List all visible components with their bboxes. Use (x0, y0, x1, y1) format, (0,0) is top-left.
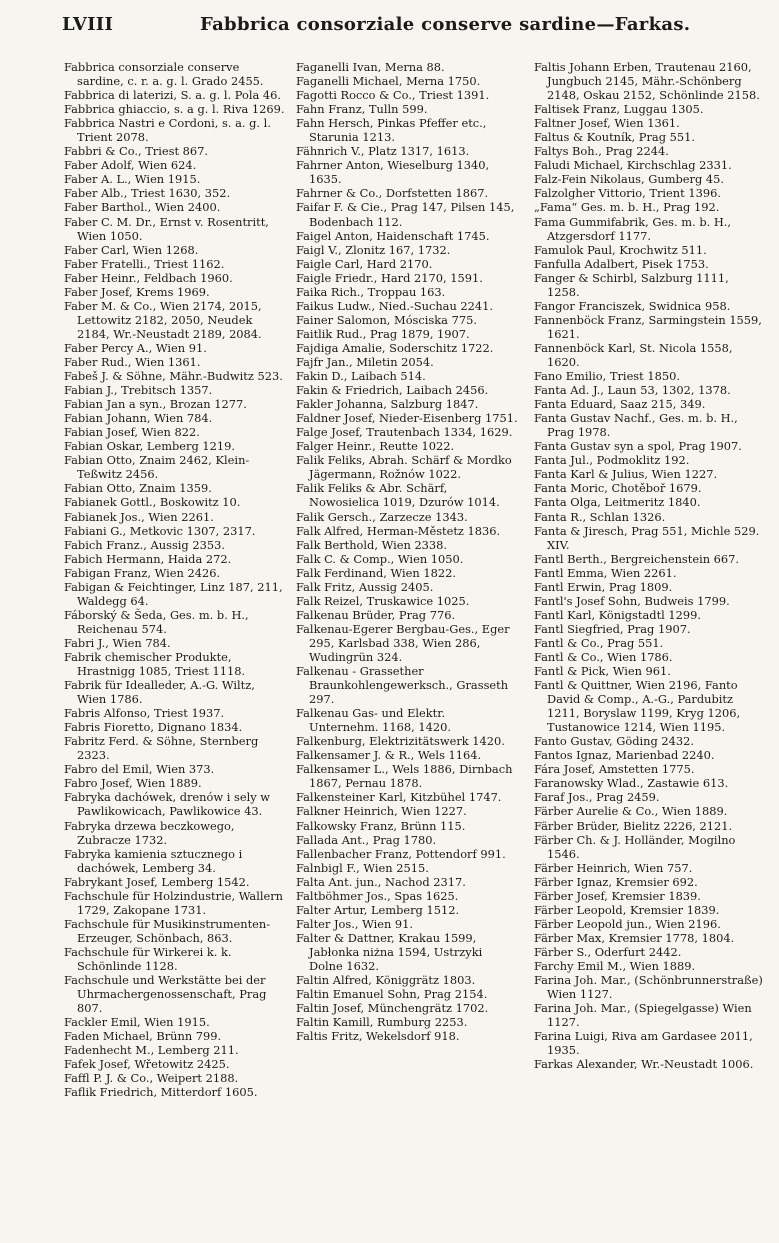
directory-entry: Fabri J., Wien 784. (64, 635, 171, 650)
directory-entry: Fanta & Jiresch, Prag 551, Michle 529. XIV. (534, 523, 760, 552)
directory-entry: Fantl & Quittner, Wien 2196, Fanto David & Comp., A.-G., Pardubitz 1211, Boryslaw 1199, Kryg 1206, Tustanowice 1214, Wien 1195. (534, 678, 741, 735)
directory-entry: Faber Carl, Wien 1268. (64, 242, 199, 257)
directory-entry: Fantl Erwin, Prag 1809. (534, 579, 673, 594)
directory-column-1 (64, 60, 286, 1099)
directory-entry: Faltis Fritz, Wekelsdorf 918. (296, 1029, 460, 1044)
directory-entry: Faltys Boh., Prag 2244. (534, 144, 669, 159)
directory-entry: Faber Percy A., Wien 91. (64, 340, 207, 355)
directory-entry: Falkensteiner Karl, Kitzbühel 1747. (296, 790, 502, 805)
directory-entry: Fainer Salomon, Mósciska 775. (296, 312, 477, 327)
directory-entry: Falik Feliks & Abr. Schärf, Nowosielica 1019, Dzurów 1014. (296, 481, 500, 510)
directory-entry: Falk Berthold, Wien 2338. (296, 537, 448, 552)
directory-entry: Faigl V., Zlonitz 167, 1732. (296, 242, 451, 257)
directory-entry: Faigle Carl, Hard 2170. (296, 256, 433, 271)
directory-entry: Fanta Jul., Podmoklitz 192. (534, 453, 690, 468)
directory-entry: Fantl Berth., Bergreichenstein 667. (534, 551, 740, 566)
directory-entry: Fachschule und Werkstätte bei der Uhrmachergenossenschaft, Prag 807. (64, 973, 267, 1016)
directory-entry: Fanfulla Adalbert, Pisek 1753. (534, 256, 709, 271)
directory-entry: Färber Ch. & J. Holländer, Mogilno 1546. (534, 832, 736, 861)
directory-entry: Faber M. & Co., Wien 2174, 2015, Lettowitz 2182, 2050, Neudek 2184, Wr.-Neustadt 2189, 2084. (64, 298, 262, 341)
directory-entry: Fabro Josef, Wien 1889. (64, 776, 202, 791)
directory-entry: Färber Brüder, Bielitz 2226, 2121. (534, 818, 733, 833)
directory-entry: Faden Michael, Brünn 799. (64, 1029, 222, 1044)
directory-entry: Falter Artur, Lemberg 1512. (296, 902, 460, 917)
directory-entry: Faranowsky Wlad., Zastawie 613. (534, 776, 729, 791)
directory-entry: Faldner Josef, Nieder-Eisenberg 1751. (296, 411, 518, 426)
directory-entry: Fantl Siegfried, Prag 1907. (534, 621, 691, 636)
directory-entry: Fanta Moric, Chotěboř 1679. (534, 481, 702, 496)
directory-entry: Faifar F. & Cie., Prag 147, Pilsen 145, Bodenbach 112. (296, 200, 515, 229)
directory-entry: Fabianek Jos., Wien 2261. (64, 509, 214, 524)
directory-entry: Fabryka drzewa beczkowego, Zubracze 1732. (64, 818, 235, 847)
directory-entry: Fajfr Jan., Miletin 2054. (296, 354, 434, 369)
directory-entry: Fantl's Josef Sohn, Budweis 1799. (534, 593, 730, 608)
directory-entry: Falter & Dattner, Krakau 1599, Jabłonka niżna 1594, Ustrzyki Dolne 1632. (296, 930, 483, 973)
directory-entry: Fabich Franz., Aussig 2353. (64, 537, 225, 552)
directory-entry: Faber Rud., Wien 1361. (64, 354, 201, 369)
directory-entry: Fabrik für Idealleder, A.-G. Wiltz, Wien 1786. (64, 678, 255, 707)
directory-entry: Fannenböck Franz, Sarmingstein 1559, 1621. (534, 312, 762, 341)
directory-entry: Fabris Fioretto, Dignano 1834. (64, 720, 243, 735)
directory-entry: Fagotti Rocco & Co., Triest 1391. (296, 88, 490, 103)
directory-entry: Faber Josef, Krems 1969. (64, 284, 210, 299)
directory-entry: Fano Emilio, Triest 1850. (534, 369, 680, 384)
directory-entry: Fanta Gustav Nachf., Ges. m. b. H., Prag 1978. (534, 411, 738, 440)
directory-entry: Fantl Emma, Wien 2261. (534, 565, 677, 580)
directory-entry: Falik Gersch., Zarzecze 1343. (296, 509, 468, 524)
directory-entry: Fáborský & Šeda, Ges. m. b. H., Reichenau 574. (64, 607, 249, 636)
directory-entry: Fahrner Anton, Wieselburg 1340, 1635. (296, 158, 490, 187)
directory-entry: Fanta Olga, Leitmeritz 1840. (534, 495, 701, 510)
directory-entry: Faltin Alfred, Königgrätz 1803. (296, 973, 476, 988)
directory-entry: Färber Leopold jun., Wien 2196. (534, 916, 721, 931)
directory-entry: Färber S., Oderfurt 2442. (534, 944, 682, 959)
directory-entry: „Fama“ Ges. m. b. H., Prag 192. (534, 200, 720, 215)
page-number: LVIII (62, 14, 114, 35)
directory-entry: Farina Luigi, Riva am Gardasee 2011, 1935. (534, 1029, 753, 1058)
directory-entry: Falk Fritz, Aussig 2405. (296, 579, 434, 594)
directory-entry: Fanta Eduard, Saaz 215, 349. (534, 397, 706, 412)
directory-entry: Fanger & Schirbl, Salzburg 1111, 1258. (534, 270, 729, 299)
directory-entry: Faltus & Koutník, Prag 551. (534, 130, 695, 145)
directory-entry: Fallada Ant., Prag 1780. (296, 832, 437, 847)
directory-entry: Falk C. & Comp., Wien 1050. (296, 551, 464, 566)
directory-entry: Fabro del Emil, Wien 373. (64, 762, 215, 777)
directory-entry: Fantl & Pick, Wien 961. (534, 664, 671, 679)
directory-entry: Faitlik Rud., Prag 1879, 1907. (296, 326, 470, 341)
directory-entry: Faikus Ludw., Nied.-Suchau 2241. (296, 298, 494, 313)
directory-entry: Falkensamer J. & R., Wels 1164. (296, 748, 482, 763)
directory-entry: Faludi Michael, Kirchschlag 2331. (534, 158, 732, 173)
directory-entry: Faltisek Franz, Luggau 1305. (534, 102, 704, 117)
directory-entry: Falk Alfred, Herman-Městetz 1836. (296, 523, 501, 538)
directory-entry: Fajdiga Amalie, Soderschitz 1722. (296, 340, 494, 355)
directory-entry: Fanta Ad. J., Laun 53, 1302, 1378. (534, 383, 731, 398)
directory-entry: Fabian Otto, Znaim 2462, Klein-Teßwitz 2456. (64, 453, 250, 482)
directory-entry: Faber Heinr., Feldbach 1960. (64, 270, 233, 285)
directory-entry: Faltner Josef, Wien 1361. (534, 116, 680, 131)
directory-entry: Fallenbacher Franz, Pottendorf 991. (296, 846, 506, 861)
directory-entry: Fabich Hermann, Haida 272. (64, 551, 232, 566)
directory-entry: Faltis Johann Erben, Trautenau 2160, Jungbuch 2145, Mähr.-Schönberg 2148, Oskau 2152, Schönlinde 2158. (534, 60, 760, 103)
directory-entry: Fannenböck Karl, St. Nicola 1558, 1620. (534, 340, 733, 369)
directory-entry: Fangor Franciszek, Swidnica 958. (534, 298, 731, 313)
directory-entry: Färber Leopold, Kremsier 1839. (534, 902, 720, 917)
directory-entry: Fafek Josef, Wřetowitz 2425. (64, 1057, 230, 1072)
directory-entry: Falkner Heinrich, Wien 1227. (296, 804, 467, 819)
directory-entry: Faigel Anton, Haidenschaft 1745. (296, 228, 490, 243)
directory-entry: Falger Heinr., Reutte 1022. (296, 439, 455, 454)
directory-entry: Fabrykant Josef, Lemberg 1542. (64, 874, 250, 889)
directory-entry: Faber Barthol., Wien 2400. (64, 200, 221, 215)
directory-entry: Fachschule für Wirkerei k. k. Schönlinde 1128. (64, 944, 232, 973)
directory-entry: Falzolgher Vittorio, Trient 1396. (534, 186, 721, 201)
directory-entry: Fakin D., Laibach 514. (296, 369, 426, 384)
directory-entry: Fakler Johanna, Salzburg 1847. (296, 397, 479, 412)
directory-entry: Falge Josef, Trautenbach 1334, 1629. (296, 425, 513, 440)
directory-entry: Fanta Gustav syn a spol, Prag 1907. (534, 439, 742, 454)
directory-entry: Fachschule für Musikinstrumenten-Erzeuger, Schönbach, 863. (64, 916, 271, 945)
directory-entry: Famulok Paul, Krochwitz 511. (534, 242, 707, 257)
directory-entry: Fama Gummifabrik, Ges. m. b. H., Atzgersdorf 1177. (534, 214, 732, 243)
directory-entry: Falkenau-Egerer Bergbau-Ges., Eger 295, Karlsbad 338, Wien 286, Wudingrün 324. (296, 621, 510, 664)
directory-entry: Faltin Josef, Münchengrätz 1702. (296, 1001, 489, 1016)
directory-entry: Fabigan Franz, Wien 2426. (64, 565, 221, 580)
directory-entry: Faika Rich., Troppau 163. (296, 284, 446, 299)
directory-entry: Falik Feliks, Abrah. Schärf & Mordko Jägermann, Rožnów 1022. (296, 453, 512, 482)
directory-entry: Falter Jos., Wien 91. (296, 916, 414, 931)
directory-entry: Fabian Oskar, Lemberg 1219. (64, 439, 236, 454)
directory-entry: Fantos Ignaz, Marienbad 2240. (534, 748, 715, 763)
directory-entry: Faber Fratelli., Triest 1162. (64, 256, 225, 271)
directory-entry: Fabian J., Trebitsch 1357. (64, 383, 213, 398)
directory-entry: Faraf Jos., Prag 2459. (534, 790, 660, 805)
directory-entry: Fanta Karl & Julius, Wien 1227. (534, 467, 718, 482)
directory-entry: Fabritz Ferd. & Söhne, Sternberg 2323. (64, 734, 259, 763)
directory-entry: Falnbigl F., Wien 2515. (296, 860, 429, 875)
directory-entry: Färber Heinrich, Wien 757. (534, 860, 693, 875)
directory-entry: Falkenburg, Elektrizitätswerk 1420. (296, 734, 505, 749)
directory-entry: Fackler Emil, Wien 1915. (64, 1015, 210, 1030)
directory-entry: Faber Adolf, Wien 624. (64, 158, 197, 173)
directory-column-2 (296, 60, 518, 1043)
directory-entry: Faganelli Ivan, Merna 88. (296, 60, 445, 74)
directory-entry: Fanta R., Schlan 1326. (534, 509, 666, 524)
directory-entry: Farina Joh. Mar., (Schönbrunnerstraße) Wien 1127. (534, 973, 763, 1002)
directory-entry: Faltböhmer Jos., Spas 1625. (296, 888, 459, 903)
directory-entry: Färber Aurelie & Co., Wien 1889. (534, 804, 728, 819)
directory-entry: Färber Ignaz, Kremsier 692. (534, 874, 698, 889)
directory-entry: Fabbrica Nastri e Cordoni, s. a. g. l. Trient 2078. (64, 116, 271, 145)
directory-entry: Fanto Gustav, Göding 2432. (534, 734, 695, 749)
directory-entry: Falkenau Brüder, Prag 776. (296, 607, 456, 622)
directory-entry: Farina Joh. Mar., (Spiegelgasse) Wien 1127. (534, 1001, 752, 1030)
directory-entry: Fára Josef, Amstetten 1775. (534, 762, 695, 777)
directory-entry: Fachschule für Holzindustrie, Wallern 1729, Zakopane 1731. (64, 888, 284, 917)
directory-entry: Fabianek Gottl., Boskowitz 10. (64, 495, 241, 510)
directory-entry: Falkowsky Franz, Brünn 115. (296, 818, 466, 833)
directory-entry: Fantl Karl, Königstadtl 1299. (534, 607, 702, 622)
directory-entry: Falkenau - Grassether Braunkohlengewerksch., Grasseth 297. (296, 664, 509, 707)
directory-entry: Fabigan & Feichtinger, Linz 187, 211, Waldegg 64. (64, 579, 283, 608)
directory-entry: Fabiani G., Metkovic 1307, 2317. (64, 523, 256, 538)
directory-entry: Färber Josef, Kremsier 1839. (534, 888, 701, 903)
directory-entry: Falk Reizel, Truskawice 1025. (296, 593, 470, 608)
directory-entry: Fähnrich V., Platz 1317, 1613. (296, 144, 470, 159)
directory-entry: Faflik Friedrich, Mitterdorf 1605. (64, 1085, 258, 1100)
directory-entry: Fabbrica di laterizi, S. a. g. l. Pola 46. (64, 88, 281, 103)
directory-entry: Fabian Josef, Wien 822. (64, 425, 200, 440)
directory-entry: Falz-Fein Nikolaus, Gumberg 45. (534, 172, 725, 187)
directory-entry: Falk Ferdinand, Wien 1822. (296, 565, 456, 580)
directory-entry: Faganelli Michael, Merna 1750. (296, 74, 481, 89)
directory-entry: Faber Alb., Triest 1630, 352. (64, 186, 231, 201)
directory-entry: Fabeš J. & Söhne, Mähr.-Budwitz 523. (64, 369, 283, 384)
directory-entry: Fantl & Co., Prag 551. (534, 635, 664, 650)
directory-entry: Fabryka kamienia sztucznego i dachówek, Lemberg 34. (64, 846, 243, 875)
directory-entry: Faigle Friedr., Hard 2170, 1591. (296, 270, 483, 285)
directory-entry: Fantl & Co., Wien 1786. (534, 649, 673, 664)
directory-entry: Fabian Jan a syn., Brozan 1277. (64, 397, 247, 412)
directory-entry: Fakin & Friedrich, Laibach 2456. (296, 383, 489, 398)
directory-entry: Falkensamer L., Wels 1886, Dirnbach 1867, Pernau 1878. (296, 762, 513, 791)
directory-entry: Fabryka dachówek, drenów i sely w Pawlikowicach, Pawlikowice 43. (64, 790, 271, 819)
directory-entry: Färber Max, Kremsier 1778, 1804. (534, 930, 735, 945)
page-header (62, 12, 757, 46)
directory-entry: Fabrik chemischer Produkte, Hrastnigg 1085, Triest 1118. (64, 649, 246, 679)
directory-entry: Fabbri & Co., Triest 867. (64, 144, 209, 159)
directory-entry: Faber C. M. Dr., Ernst v. Rosentritt, Wien 1050. (64, 214, 269, 243)
directory-entry: Falta Ant. jun., Nachod 2317. (296, 874, 466, 889)
directory-entry: Fahrner & Co., Dorfstetten 1867. (296, 186, 489, 201)
directory-entry: Fabris Alfonso, Triest 1937. (64, 706, 225, 721)
directory-entry: Fabbrica consorziale conserve sardine, c. r. a. g. l. Grado 2455. (64, 60, 264, 89)
directory-entry: Falkenau Gas- und Elektr. Unternehm. 1168, 1420. (296, 706, 451, 735)
directory-entry: Faffl P. J. & Co., Weipert 2188. (64, 1071, 239, 1086)
directory-entry: Fahn Hersch, Pinkas Pfeffer etc., Starunia 1213. (296, 116, 487, 145)
directory-entry: Fabian Johann, Wien 784. (64, 411, 213, 426)
directory-entry: Faltin Emanuel Sohn, Prag 2154. (296, 987, 488, 1002)
directory-column-3 (534, 60, 764, 1071)
directory-entry: Faltin Kamill, Rumburg 2253. (296, 1015, 468, 1030)
directory-entry: Farchy Emil M., Wien 1889. (534, 959, 696, 973)
page-title: Fabbrica consorziale conserve sardine—Farkas. (200, 14, 691, 35)
directory-entry: Fahn Franz, Tulln 599. (296, 102, 428, 117)
directory-entry: Fadenhecht M., Lemberg 211. (64, 1043, 239, 1058)
directory-entry: Faber A. L., Wien 1915. (64, 172, 201, 187)
directory-entry: Farkas Alexander, Wr.-Neustadt 1006. (534, 1057, 754, 1072)
directory-entry: Fabbrica ghiaccio, s. a g. l. Riva 1269. (64, 102, 285, 117)
directory-entry: Fabian Otto, Znaim 1359. (64, 481, 212, 496)
